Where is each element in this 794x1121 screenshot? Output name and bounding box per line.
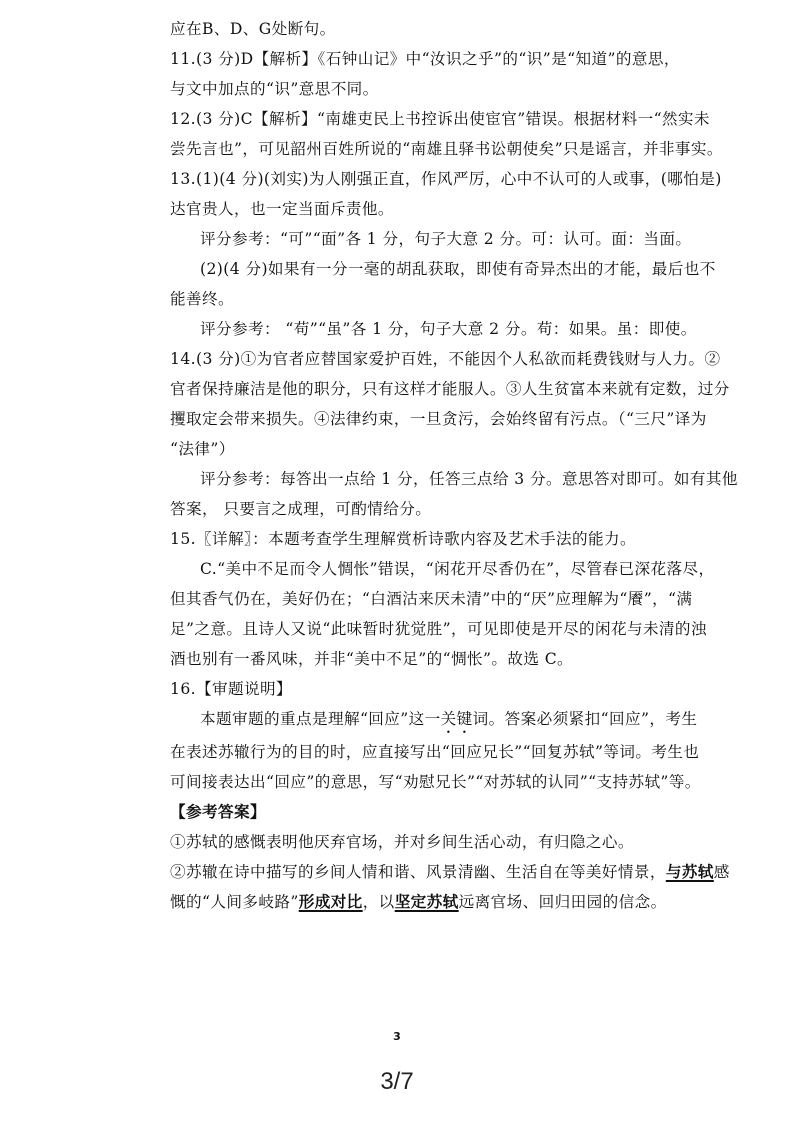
text-line [170, 887, 770, 917]
answer-heading: 【参考答案】 [170, 802, 266, 821]
text-line: 可间接表达出“回应”的意思，写“劝慰兄长”“对苏轼的认同”“支持苏轼”等。 [170, 773, 701, 791]
scoring-note: 评分参考：“可”“面”各 1 分，句子大意 2 分。可：认可。面：当面。 [200, 230, 692, 248]
text-line: 能善终。 [170, 290, 234, 308]
text-line: 应在B、D、G处断句。 [170, 20, 336, 38]
underlined-text: 形成对比 [298, 892, 363, 911]
text-line: 尝先言也”，可见韶州百姓所说的“南雄且驿书讼朝使矣”只是谣言，并非事实。 [170, 140, 723, 158]
text-line: 官者保持廉洁是他的职分，只有这样才能服人。③人生贫富本来就有定数，过分 [170, 380, 730, 398]
text-line [170, 704, 770, 737]
text-span: ，以 [362, 893, 395, 911]
text-line: C.“美中不足而令人惆怅”错误，“闲花开尽香仍在”，尽管春已深花落尽， [200, 560, 715, 578]
answer-15: 15.〖详解〗：本题考查学生理解赏析诗歌内容及艺术手法的能力。 [170, 530, 637, 548]
text-span: 远离官场、回归田园的信念。 [458, 893, 667, 911]
text-line: “法律”） [170, 440, 235, 458]
text-line: 足”之意。且诗人又说“此味暂时犹觉胜”，可见即使是开尽的闲花与未清的浊 [170, 620, 707, 638]
answer-point-1: ①苏轼的感慨表明他厌弃官场，并对乡间生活心动，有归隐之心。 [170, 833, 634, 851]
text-line: 在表述苏辙行为的目的时，应直接写出“回应兄长”“回复苏轼”等词。考生也 [170, 743, 700, 761]
answer-13-1: 13.(1)(4 分)(刘实)为人刚强正直，作风严厉，心中不认可的人或事，(哪怕是) [170, 170, 722, 188]
text-line: 攫取定会带来损失。④法律约束，一旦贪污，会始终留有污点。（“三尺”译为 [170, 410, 707, 428]
text-span: 本题审题的重点是理解“回应”这一 [200, 710, 441, 728]
text-span: 慨的“人间多岐路” [170, 893, 299, 911]
answer-point-2 [170, 857, 770, 887]
text-line: 与文中加点的“识”意思不同。 [170, 80, 379, 98]
underlined-text: 坚定苏轼 [394, 892, 459, 911]
page-count-indicator: 3/7 [380, 1068, 414, 1095]
text-line: 达官贵人，也一定当面斥责他。 [170, 200, 394, 218]
underlined-text: 与苏轼 [665, 862, 714, 881]
text-line: 但其香气仍在，美好仍在；“白酒沽来厌未清”中的“厌”应理解为“餍”，“满 [170, 590, 693, 608]
text-span: 词。答案必须紧扣“回应”，考生 [472, 710, 698, 728]
emphasis-dots: 关键 [440, 710, 473, 728]
document-body [170, 14, 770, 917]
text-span: ②苏辙在诗中描写的乡间人情和谐、风景清幽、生活自在等美好情景， [170, 863, 666, 881]
page-number: 3 [393, 1030, 401, 1043]
scoring-note: 评分参考： “苟”“虽”各 1 分，句子大意 2 分。苟：如果。虽：即使。 [200, 320, 697, 338]
answer-16-heading: 16.【审题说明】 [170, 680, 292, 698]
text-line: 酒也别有一番风味，并非“美中不足”的“惆怅”。故选 C。 [170, 650, 574, 668]
scoring-note: 评分参考：每答出一点给 1 分，任答三点给 3 分。意思答对即可。如有其他 [200, 470, 738, 488]
text-span: 感 [713, 863, 730, 881]
answer-11: 11.(3 分)D【解析】《石钟山记》中“汝识之乎”的“识”是“知道”的意思， [170, 50, 680, 68]
answer-13-2: (2)(4 分)如果有一分一毫的胡乱获取，即使有奇异杰出的才能，最后也不 [200, 260, 716, 278]
answer-12: 12.(3 分)C【解析】“南雄吏民上书控诉出使宦官”错误。根据材料一“然实未 [170, 110, 710, 128]
answer-14: 14.(3 分)①为官者应替国家爱护百姓，不能因个人私欲而耗费钱财与人力。② [170, 350, 721, 368]
text-line: 答案， 只要言之成理，可酌情给分。 [170, 500, 432, 518]
